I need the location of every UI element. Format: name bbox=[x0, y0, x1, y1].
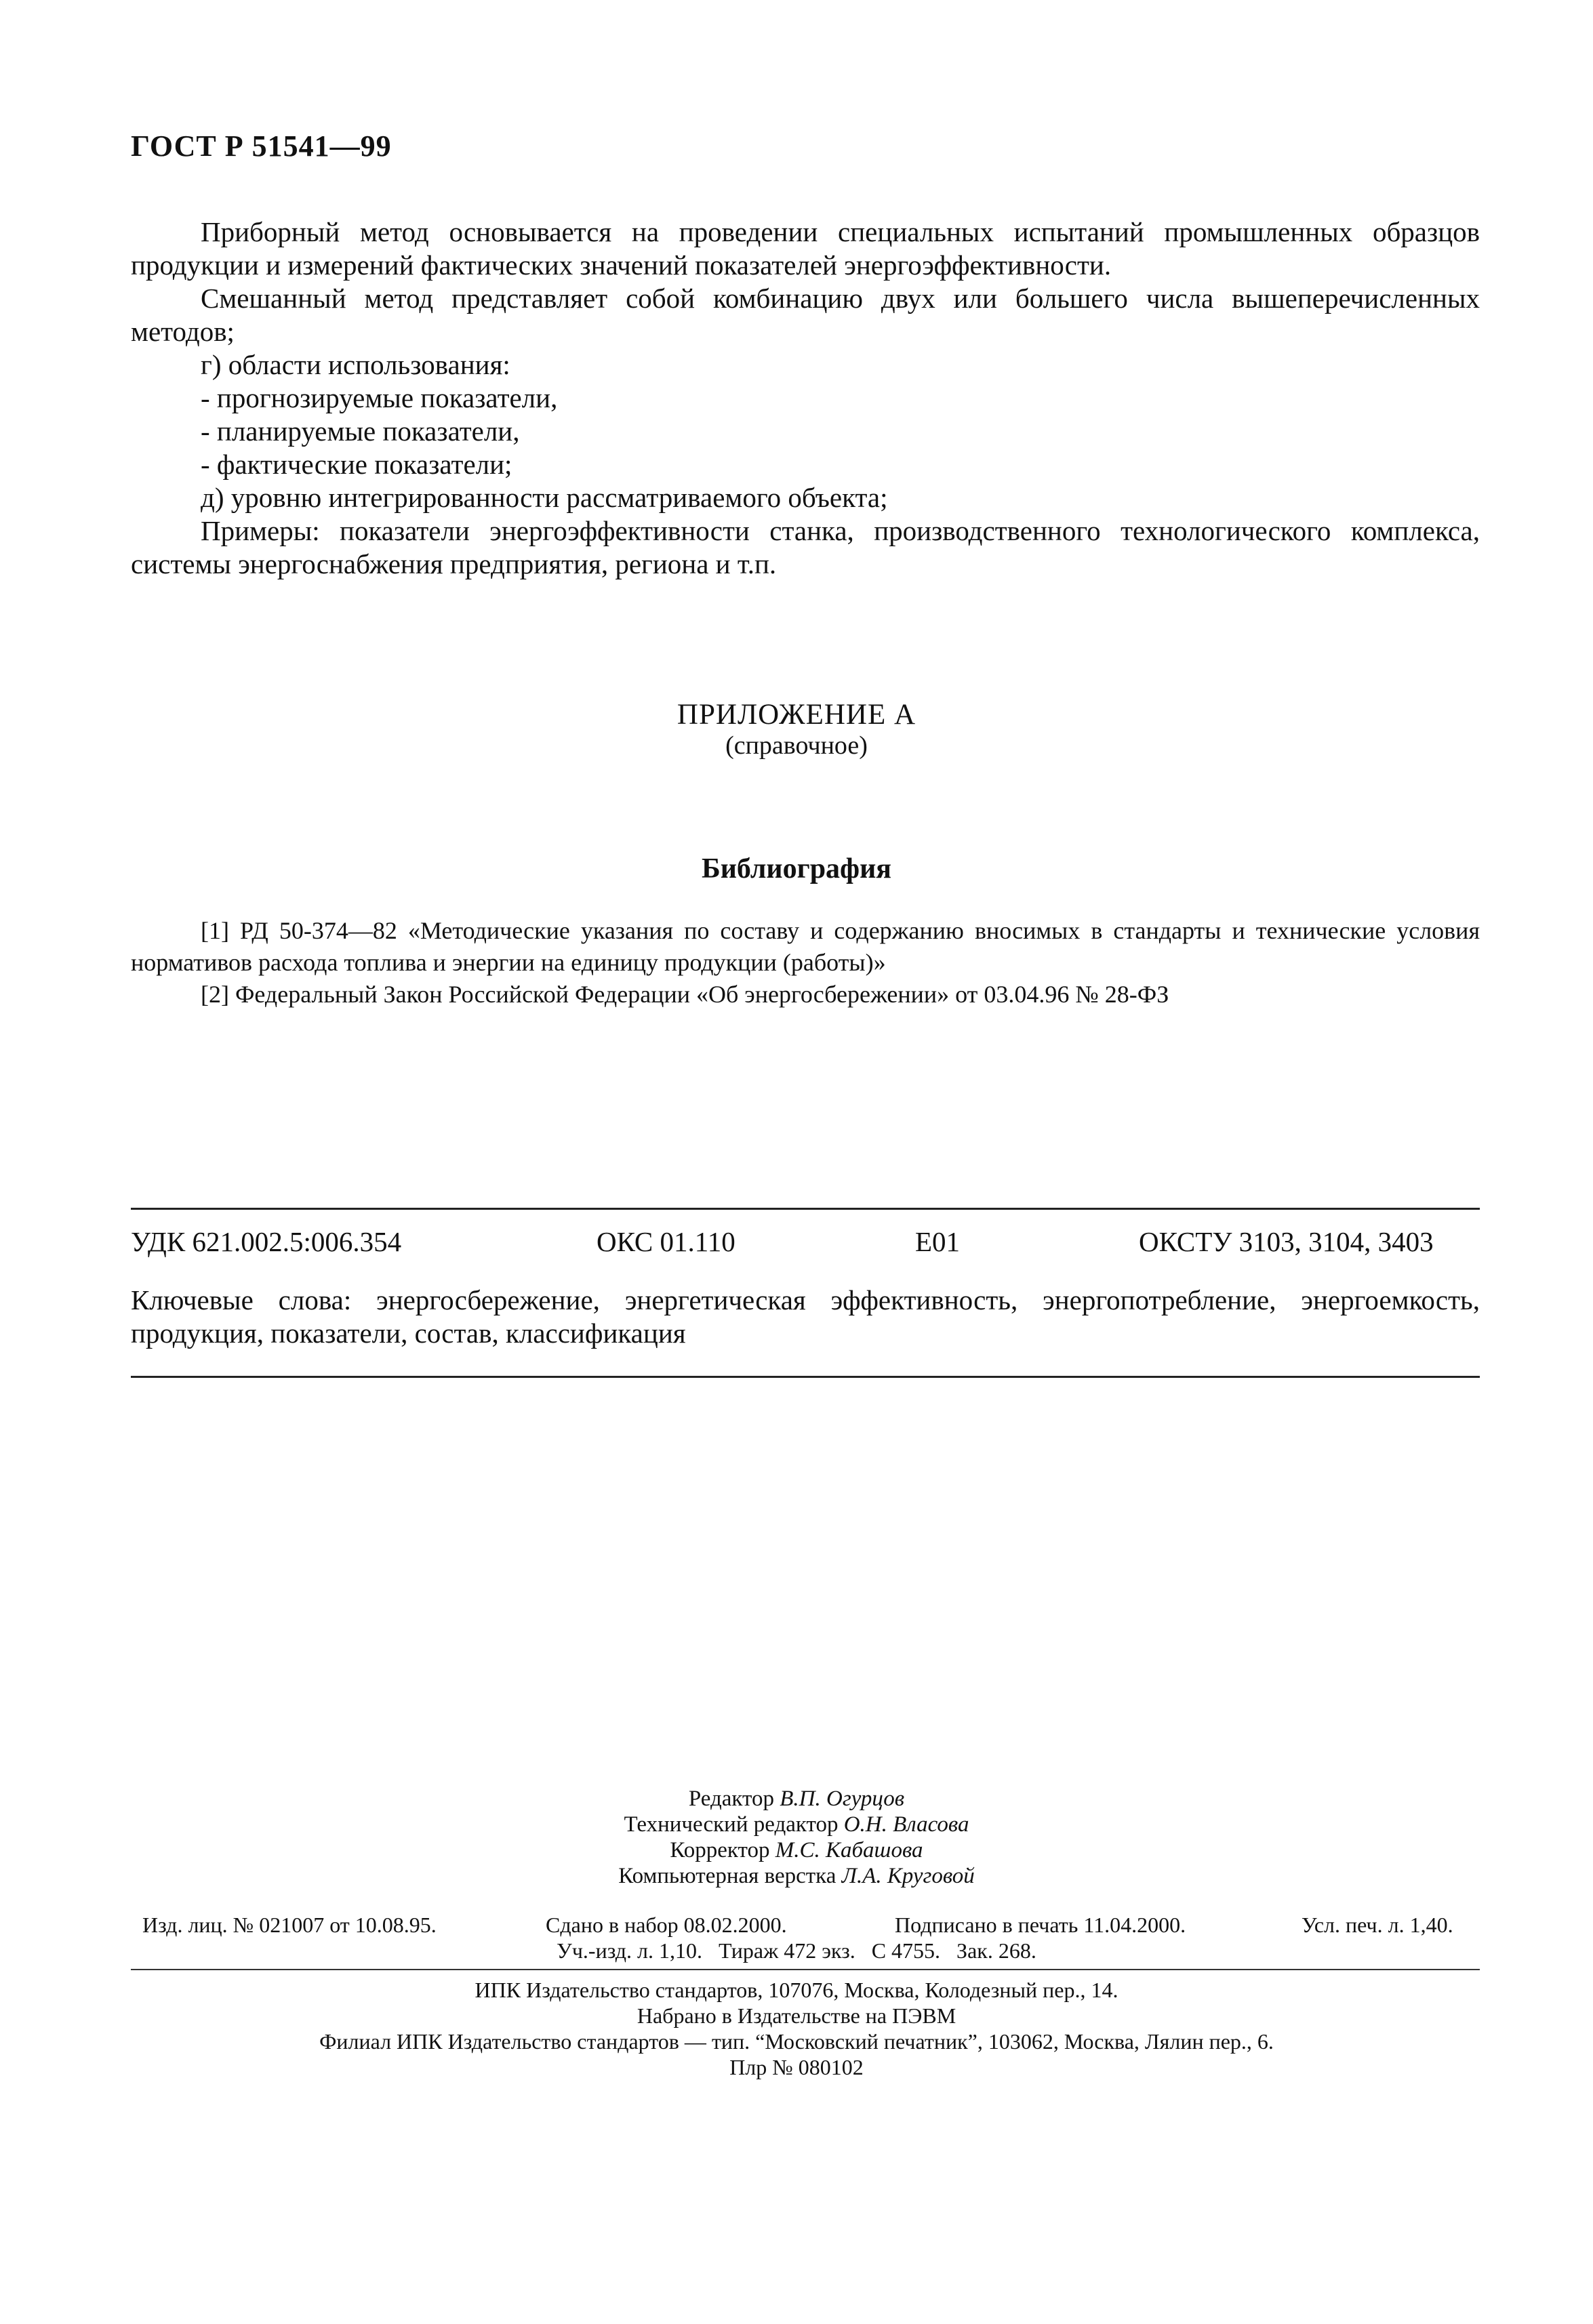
credit-layout: Компьютерная верстка Л.А. Круговой bbox=[618, 1864, 975, 1888]
bullet-item: - планируемые показатели, bbox=[201, 415, 520, 447]
bibliography-entry: [2] Федеральный Закон Российской Федерации «Об энергосбережении» от 03.04.96 № 28-ФЗ bbox=[201, 981, 1169, 1008]
printer-info bbox=[0, 1977, 1593, 2080]
footer-divider bbox=[131, 1969, 1480, 1970]
printer-line: Плр № 080102 bbox=[729, 2055, 864, 2079]
okstu-code: ОКСТУ 3103, 3104, 3403 bbox=[1139, 1226, 1434, 1257]
paragraph-instrumental-method: Приборный метод основывается на проведении специальных испытаний промышленных образцов продукции и измерений фактических значений показателей энергоэффективности. bbox=[131, 216, 1480, 281]
document-code-header: ГОСТ Р 51541—99 bbox=[131, 129, 392, 163]
appendix-title: ПРИЛОЖЕНИЕ А bbox=[677, 699, 916, 731]
credits-block bbox=[0, 1786, 1593, 1889]
print-sheets: Усл. печ. л. 1,40. bbox=[1302, 1913, 1453, 1937]
credit-editor: Редактор В.П. Огурцов bbox=[688, 1787, 905, 1811]
udk-code: УДК 621.002.5:006.354 bbox=[131, 1226, 402, 1257]
body-text bbox=[131, 216, 1480, 581]
bibliography-entry: [1] РД 50-374—82 «Методические указания по составу и содержанию вносимых в стандарты и технические условия нормативов расхода топлива и энергии на единицу продукции (работы)» bbox=[131, 917, 1480, 976]
printer-line: ИПК Издательство стандартов, 107076, Москва, Колодезный пер., 14. bbox=[475, 1978, 1118, 2002]
divider-bottom bbox=[131, 1376, 1480, 1378]
paragraph-examples: Примеры: показатели энергоэффективности станка, производственного технологического комплекса, системы энергоснабжения предприятия, региона и т.п. bbox=[131, 515, 1480, 579]
credit-tech-editor: Технический редактор О.Н. Власова bbox=[624, 1812, 969, 1837]
publisher-license: Изд. лиц. № 021007 от 10.08.95. bbox=[142, 1913, 437, 1937]
bullet-item: - фактические показатели; bbox=[201, 449, 512, 480]
credit-corrector: Корректор М.С. Кабашова bbox=[670, 1838, 923, 1862]
bibliography-title: Библиография bbox=[701, 853, 892, 884]
keywords: Ключевые слова: энергосбережение, энергетическая эффективность, энергопотребление, энергоемкость, продукция, показатели, состав, классификация bbox=[131, 1284, 1480, 1349]
list-item-g: г) области использования: bbox=[201, 349, 510, 380]
list-item-d: д) уровню интегрированности рассматриваемого объекта; bbox=[201, 482, 888, 513]
submitted-date: Сдано в набор 08.02.2000. bbox=[546, 1913, 787, 1937]
bullet-item: - прогнозируемые показатели, bbox=[201, 382, 558, 413]
oks-code: ОКС 01.110 bbox=[597, 1226, 735, 1257]
bibliography-list bbox=[131, 915, 1480, 1011]
paragraph-mixed-method: Смешанный метод представляет собой комбинацию двух или большего числа вышеперечисленных методов; bbox=[131, 283, 1480, 347]
appendix-subtitle: (справочное) bbox=[725, 731, 868, 760]
signed-date: Подписано в печать 11.04.2000. bbox=[895, 1913, 1186, 1937]
publication-details: Уч.-изд. л. 1,10. Тираж 472 экз. С 4755. Зак. 268. bbox=[557, 1938, 1036, 1963]
printer-line: Набрано в Издательстве на ПЭВМ bbox=[637, 2003, 956, 2028]
e-code: Е01 bbox=[915, 1226, 961, 1257]
printer-line: Филиал ИПК Издательство стандартов — тип. “Московский печатник”, 103062, Москва, Лялин пер., 6. bbox=[319, 2029, 1274, 2054]
divider-top bbox=[131, 1208, 1480, 1210]
